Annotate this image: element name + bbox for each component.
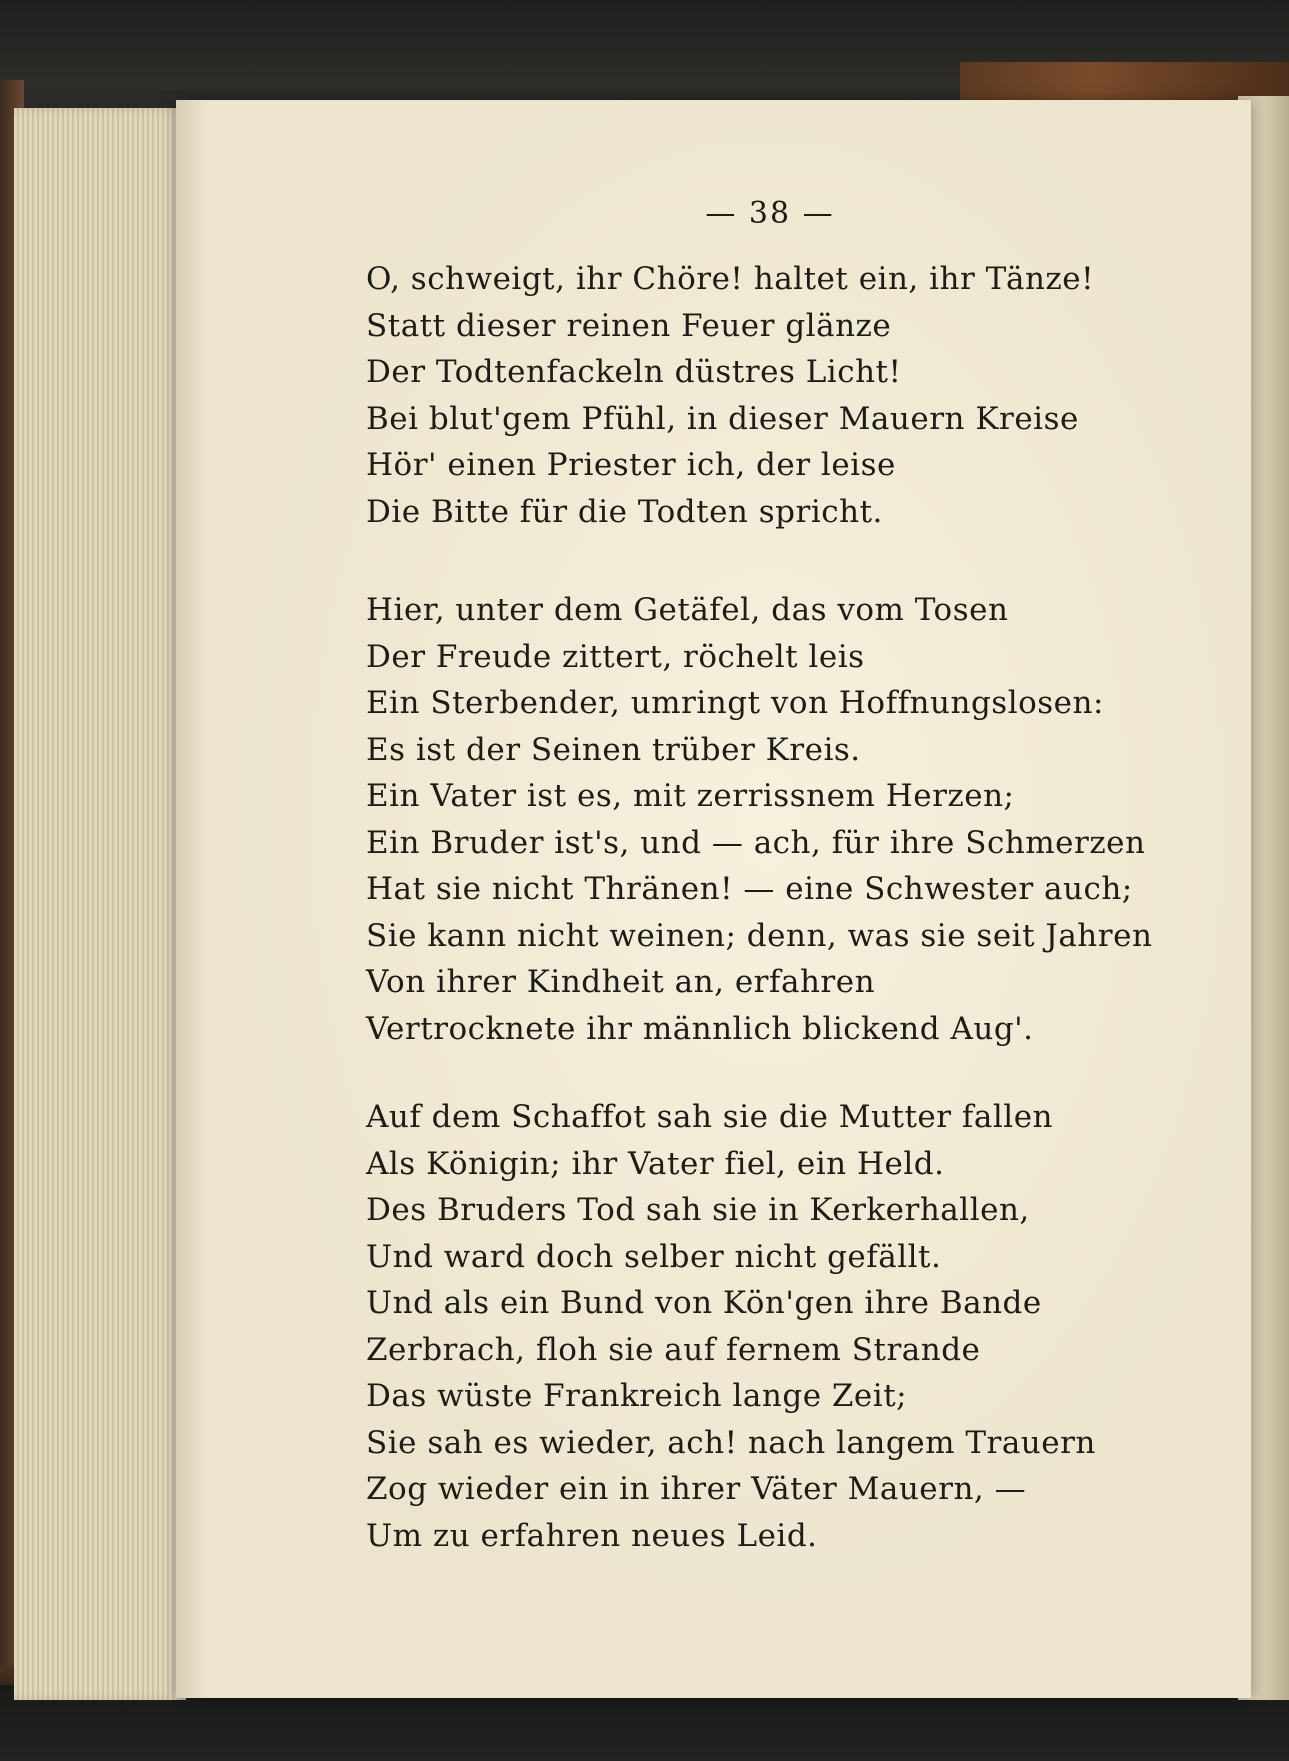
verse-line: Statt dieser reinen Feuer glänze bbox=[366, 307, 892, 344]
verse-line: Hat sie nicht Thränen! — eine Schwester auch; bbox=[366, 871, 1133, 907]
verse-line: Die Bitte für die Todten spricht. bbox=[366, 493, 883, 530]
verse-line: Hör' einen Priester ich, der leise bbox=[366, 447, 896, 483]
verse-line: Sie kann nicht weinen; denn, was sie seit Jahren bbox=[366, 917, 1153, 954]
verse-line: Vertrocknete ihr männlich blickend Aug'. bbox=[366, 1010, 1034, 1047]
verse-line: Von ihrer Kindheit an, erfahren bbox=[366, 964, 876, 1000]
verse-line: Es ist der Seinen trüber Kreis. bbox=[366, 731, 861, 768]
verse-line: Der Freude zittert, röchelt leis bbox=[366, 638, 865, 675]
verse-line: Sie sah es wieder, ach! nach langem Trauern bbox=[366, 1424, 1096, 1461]
verse-line: Des Bruders Tod sah sie in Kerkerhallen, bbox=[366, 1192, 1030, 1228]
verse-line: Das wüste Frankreich lange Zeit; bbox=[366, 1378, 908, 1414]
verse-line: Hier, unter dem Getäfel, das vom Tosen bbox=[366, 592, 1009, 628]
verse-line: Ein Bruder ist's, und — ach, für ihre Schmerzen bbox=[366, 824, 1146, 861]
stanza-1 bbox=[366, 256, 1094, 535]
verse-line: Ein Sterbender, umringt von Hoffnungslosen: bbox=[366, 685, 1104, 721]
stanza-3 bbox=[366, 1094, 1096, 1559]
verse-line: Auf dem Schaffot sah sie die Mutter fallen bbox=[366, 1099, 1054, 1135]
verse-line: Zerbrach, floh sie auf fernem Strande bbox=[366, 1331, 981, 1368]
stanza-2 bbox=[366, 587, 1152, 1052]
page-stack-edges bbox=[14, 108, 186, 1700]
verse-line: Und ward doch selber nicht gefällt. bbox=[366, 1238, 942, 1275]
verse-line: Ein Vater ist es, mit zerrissnem Herzen; bbox=[366, 778, 1015, 814]
verse-line: Der Todtenfackeln düstres Licht! bbox=[366, 354, 902, 390]
verse-line: Um zu erfahren neues Leid. bbox=[366, 1517, 818, 1554]
verse-line: Und als ein Bund von Kön'gen ihre Bande bbox=[366, 1285, 1042, 1321]
verse-line: Zog wieder ein in ihrer Väter Mauern, — bbox=[366, 1471, 1027, 1507]
page-number: — 38 — bbox=[705, 196, 835, 231]
verse-line: Als Königin; ihr Vater fiel, ein Held. bbox=[366, 1145, 945, 1182]
verse-line: Bei blut'gem Pfühl, in dieser Mauern Kreise bbox=[366, 400, 1079, 437]
verse-line: O, schweigt, ihr Chöre! haltet ein, ihr Tänze! bbox=[366, 261, 1095, 297]
